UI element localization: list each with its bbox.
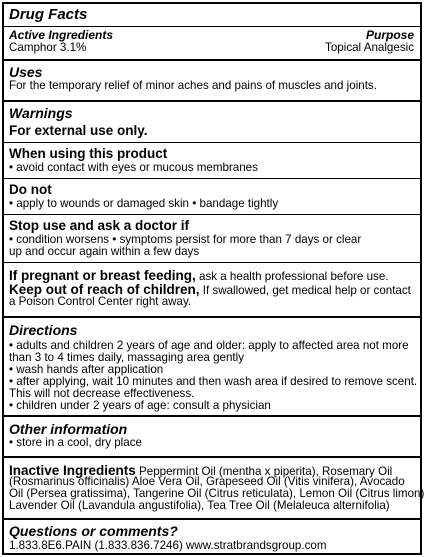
inactive-ingredients-section (4, 456, 425, 512)
inactive-line: Oil (Persea gratissima), Tangerine Oil (Citrus reticulata), Lemon Oil (Citrus limon) (9, 487, 425, 500)
inactive-line: Lavender Oil (Lavandula angustifolia), Tea Tree Oil (Melaleuca alternifolia) (9, 499, 390, 512)
purpose-heading: Purpose (365, 28, 414, 42)
inactive-heading: Inactive Ingredients (9, 463, 136, 478)
active-ingredient: Camphor 3.1% (9, 41, 87, 54)
directions-section (4, 316, 420, 412)
warnings-section (4, 100, 420, 138)
other-info-heading: Other information (9, 421, 128, 437)
active-ingredients-section (4, 26, 420, 54)
do-not-section (4, 178, 420, 210)
directions-line: • wash hands after application (9, 363, 164, 376)
directions-line: • children under 2 years of age: consult a physician (9, 399, 271, 412)
stop-use-section (4, 214, 420, 258)
drug-facts-title: Drug Facts (9, 6, 88, 23)
stop-use-heading: Stop use and ask a doctor if (9, 218, 190, 233)
when-using-section (4, 142, 420, 174)
external-use-warning: For external use only. (9, 123, 148, 138)
children-bold: Keep out of reach of children, (9, 282, 200, 297)
purpose-value: Topical Analgesic (325, 41, 414, 54)
pregnancy-children-section (4, 262, 420, 308)
uses-section (4, 59, 420, 92)
directions-line: This will not decrease effectiveness. (9, 387, 195, 400)
pregnancy-text: ask a health professional before use. (195, 270, 389, 283)
active-ingredients-heading: Active Ingredients (9, 28, 114, 42)
children-text-line2: a Poison Control Center right away. (9, 295, 192, 308)
do-not-text: • apply to wounds or damaged skin • bandage tightly (9, 197, 279, 210)
questions-section (4, 518, 420, 552)
drug-facts-panel (2, 2, 425, 555)
stop-use-line2: up and occur again within a few days (9, 245, 200, 258)
directions-line: than 3 to 4 times daily, massaging area gently (9, 351, 245, 364)
directions-line: • after applying, wait 10 minutes and then wash area if desired to remove scent. (9, 375, 418, 388)
other-info-section (4, 415, 420, 449)
stop-use-line1: • condition worsens • symptoms persist for more than 7 days or clear (9, 233, 362, 246)
directions-heading: Directions (9, 322, 78, 338)
questions-contact: 1.833.8E6.PAIN (1.833.836.7246) www.stratbrandsgroup.com (9, 539, 327, 552)
children-text: If swallowed, get medical help or contact (199, 284, 411, 297)
questions-heading: Questions or comments? (9, 523, 178, 539)
warnings-heading: Warnings (9, 105, 73, 121)
do-not-heading: Do not (9, 182, 52, 197)
uses-heading: Uses (9, 64, 43, 80)
when-using-text: • avoid contact with eyes or mucous membranes (9, 161, 258, 174)
inactive-line: (Rosmarinus officinalis) Aloe Vera Oil, Grapeseed Oil (Vitis vinifera), Avocado (9, 475, 405, 488)
inactive-text: Peppermint Oil (mentha x piperita), Rosemary Oil (135, 465, 393, 478)
when-using-heading: When using this product (9, 146, 168, 161)
pregnancy-bold: If pregnant or breast feeding, (9, 268, 196, 283)
directions-line: • adults and children 2 years of age and older: apply to affected area not more (9, 339, 409, 352)
uses-text: For the temporary relief of minor aches and pains of muscles and joints. (9, 79, 377, 92)
other-info-text: • store in a cool, dry place (9, 436, 142, 449)
